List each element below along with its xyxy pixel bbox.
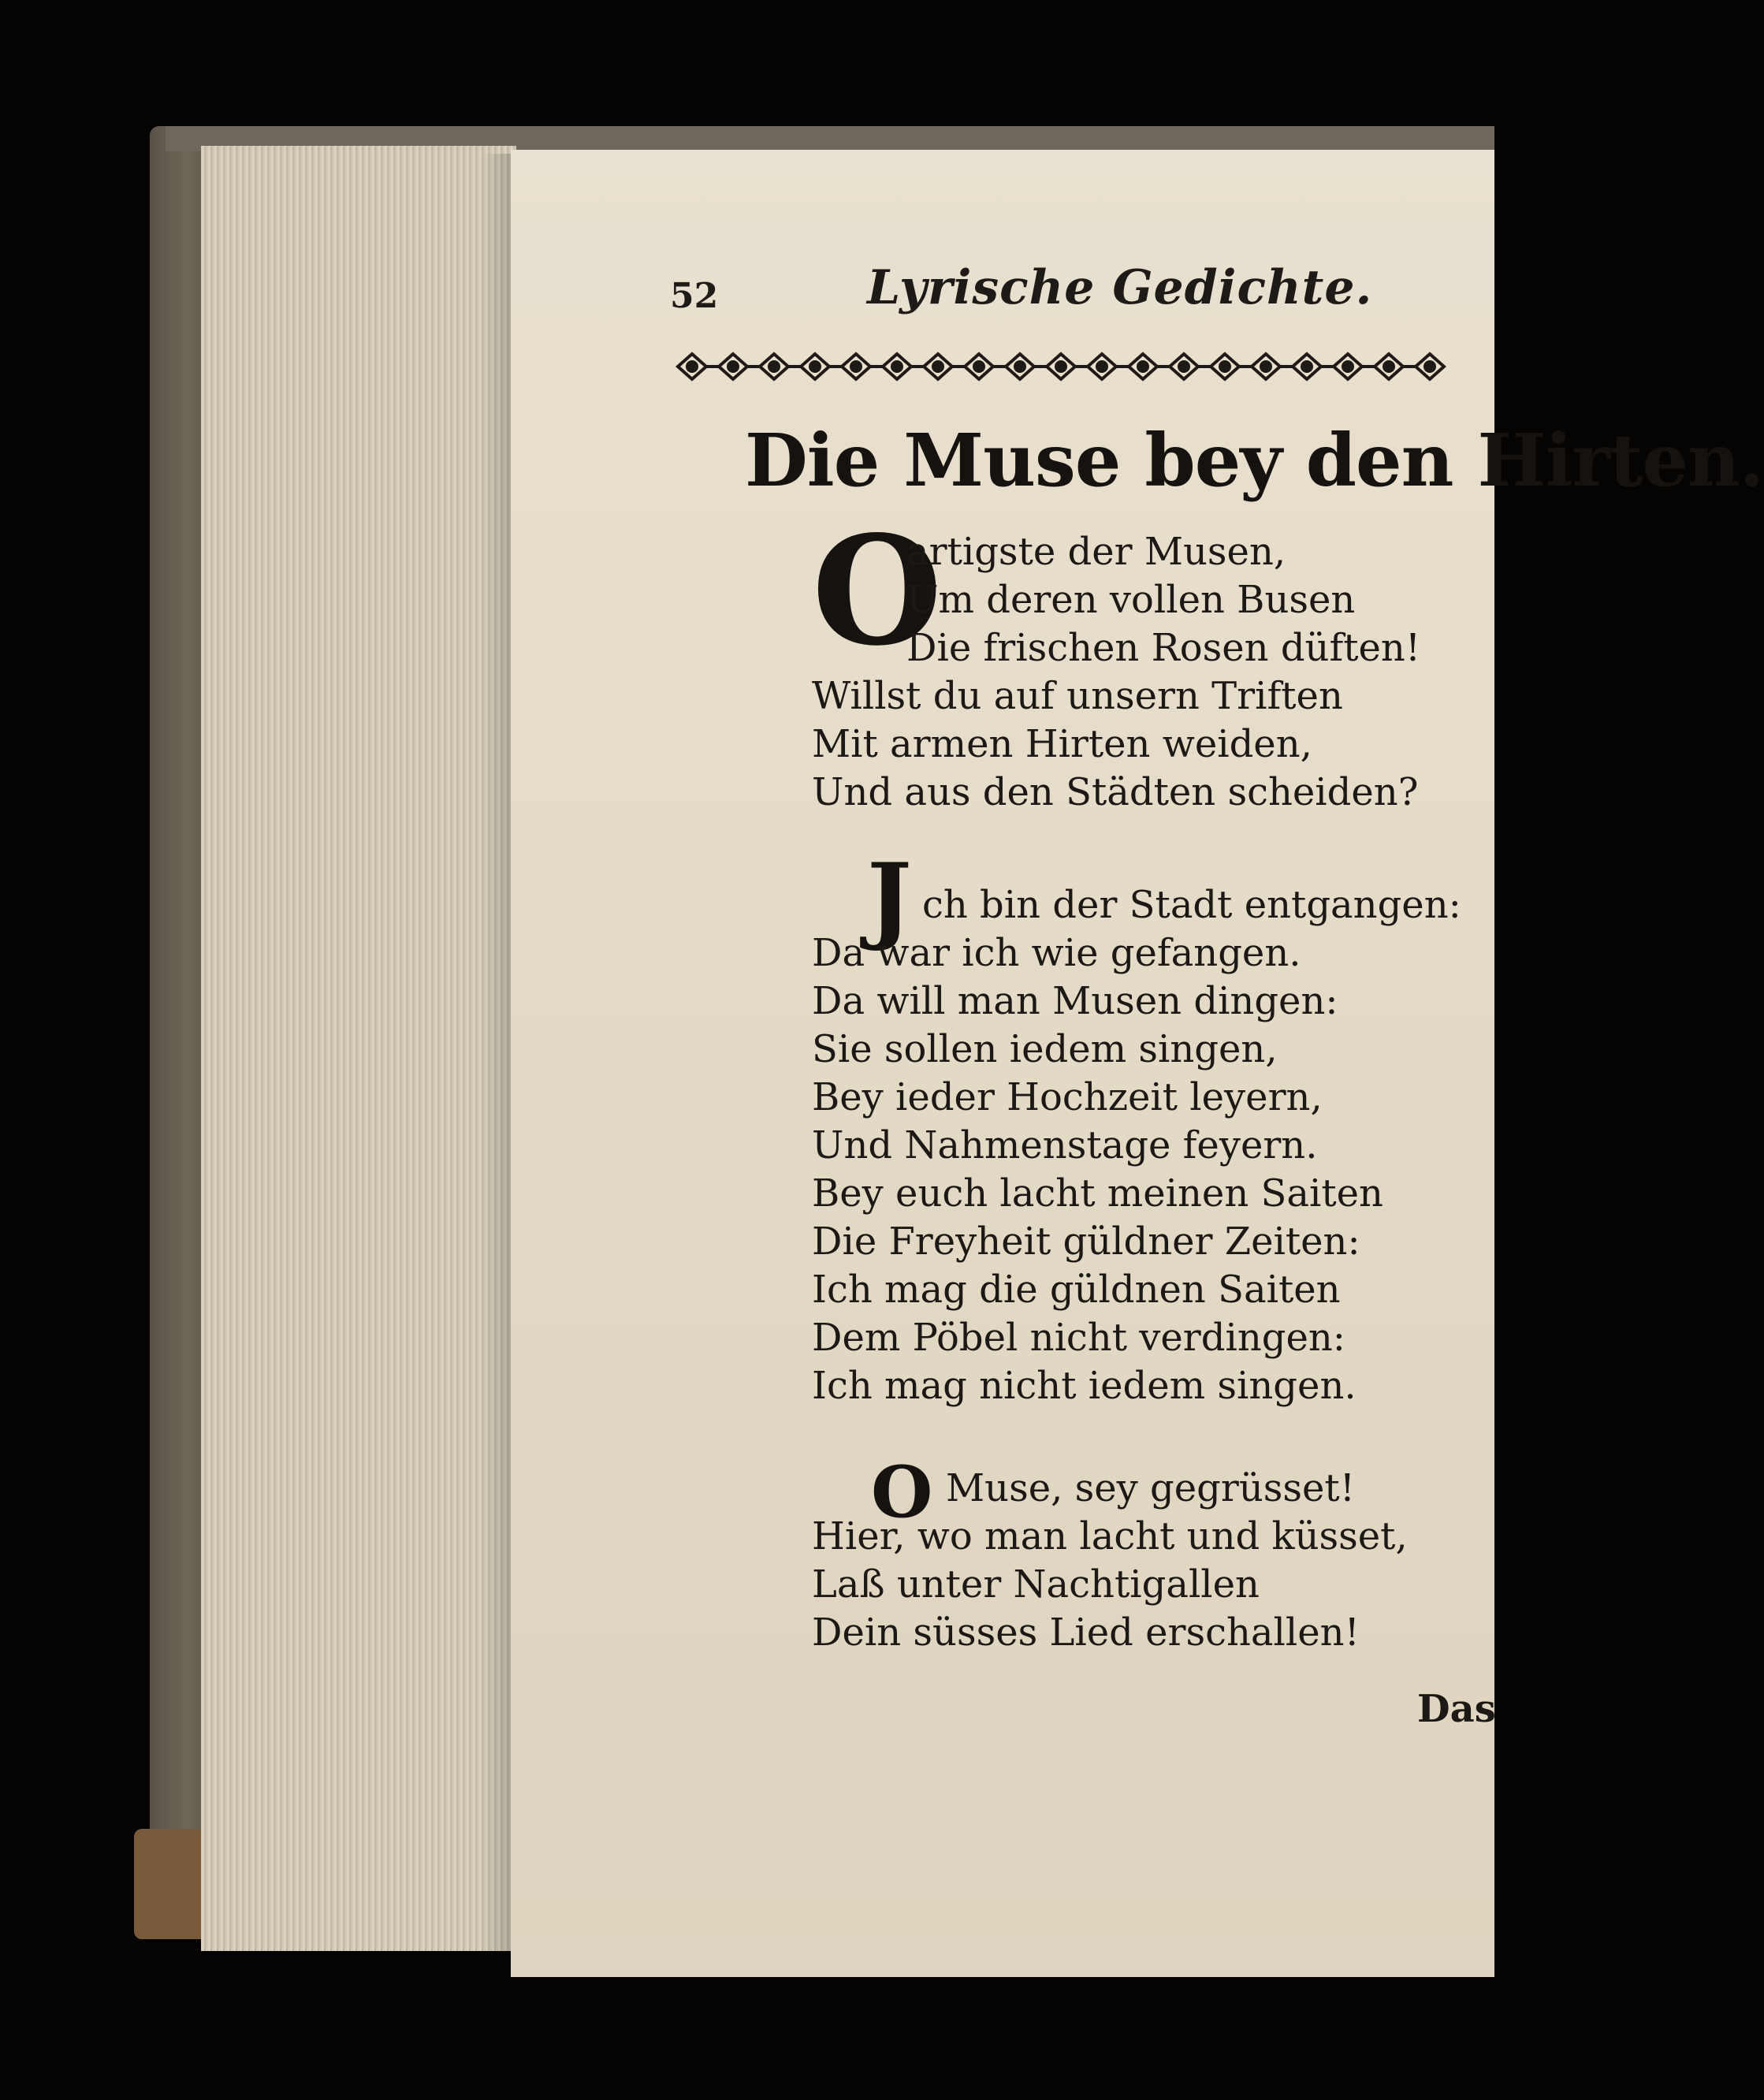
page-stack [201,146,516,1951]
ornament-dot [1179,362,1189,371]
cover-corner [134,1829,205,1939]
catchword: Das [1417,1687,1496,1731]
ornament-dot [728,362,738,371]
poem-line: Ich mag die güldnen Saiten [812,1268,1341,1312]
ornament-dot [974,362,984,371]
ornament-dot [1261,362,1271,371]
running-title: Lyrische Gedichte. [867,260,1373,315]
drop-cap-1: O [812,503,943,679]
gutter-shadow [481,154,512,1951]
drop-cap-2: J [867,843,912,954]
poem-line: Die frischen Rosen düften! [906,626,1421,670]
ornament-border [678,347,1474,386]
ornament-dot [1056,362,1066,371]
poem-line: Mit armen Hirten weiden, [812,722,1312,766]
poem-line: Um deren vollen Busen [906,578,1356,622]
poem-title: Die Muse bey den Hirten. [745,418,1764,503]
poem-line: Da war ich wie gefangen. [812,931,1301,975]
poem-line: Dein süsses Lied erschallen! [812,1610,1360,1655]
drop-cap-3: O [871,1450,933,1534]
stanza-3 [812,1465,1408,1657]
poem-line: Willst du auf unsern Triften [812,674,1343,718]
poem-line: Laß unter Nachtigallen [812,1562,1260,1607]
ornament-dot [1138,362,1148,371]
ornament-dot [1302,362,1312,371]
page-number: 52 [670,276,719,316]
poem-line: Sie sollen iedem singen, [812,1027,1278,1071]
ornament-dot [1015,362,1025,371]
stanza-1-rest [812,672,1418,817]
ornament-dot [1097,362,1107,371]
poem-line: Muse, sey gegrüsset! [946,1466,1355,1510]
poem-line: Da will man Musen dingen: [812,979,1338,1023]
poem-line: Hier, wo man lacht und küsset, [812,1514,1408,1558]
ornament-dot [1425,362,1435,371]
poem-line: Ich mag nicht iedem singen. [812,1364,1356,1408]
stanza-2 [812,881,1461,1410]
poem-line: Und Nahmenstage feyern. [812,1123,1318,1167]
poem-line: artigste der Musen, [906,530,1286,574]
poem-line: Dem Pöbel nicht verdingen: [812,1316,1345,1360]
ornament-dot [687,362,697,371]
poem-line: Die Freyheit güldner Zeiten: [812,1219,1360,1264]
ornament-dot [810,362,820,371]
ornament-dot [1384,362,1394,371]
ornament-dot [769,362,779,371]
ornament-dot [892,362,902,371]
ornament-dot [933,362,943,371]
running-head [670,260,1458,323]
stanza-1-indented [906,528,1420,672]
ornament-dot [1343,362,1353,371]
poem-line: ch bin der Stadt entgangen: [922,883,1461,927]
ornament-dot [851,362,861,371]
ornament-dot [1220,362,1230,371]
poem-line: Und aus den Städten scheiden? [812,770,1419,814]
poem-line: Bey ieder Hochzeit leyern, [812,1075,1323,1119]
poem-line: Bey euch lacht meinen Saiten [812,1171,1383,1216]
